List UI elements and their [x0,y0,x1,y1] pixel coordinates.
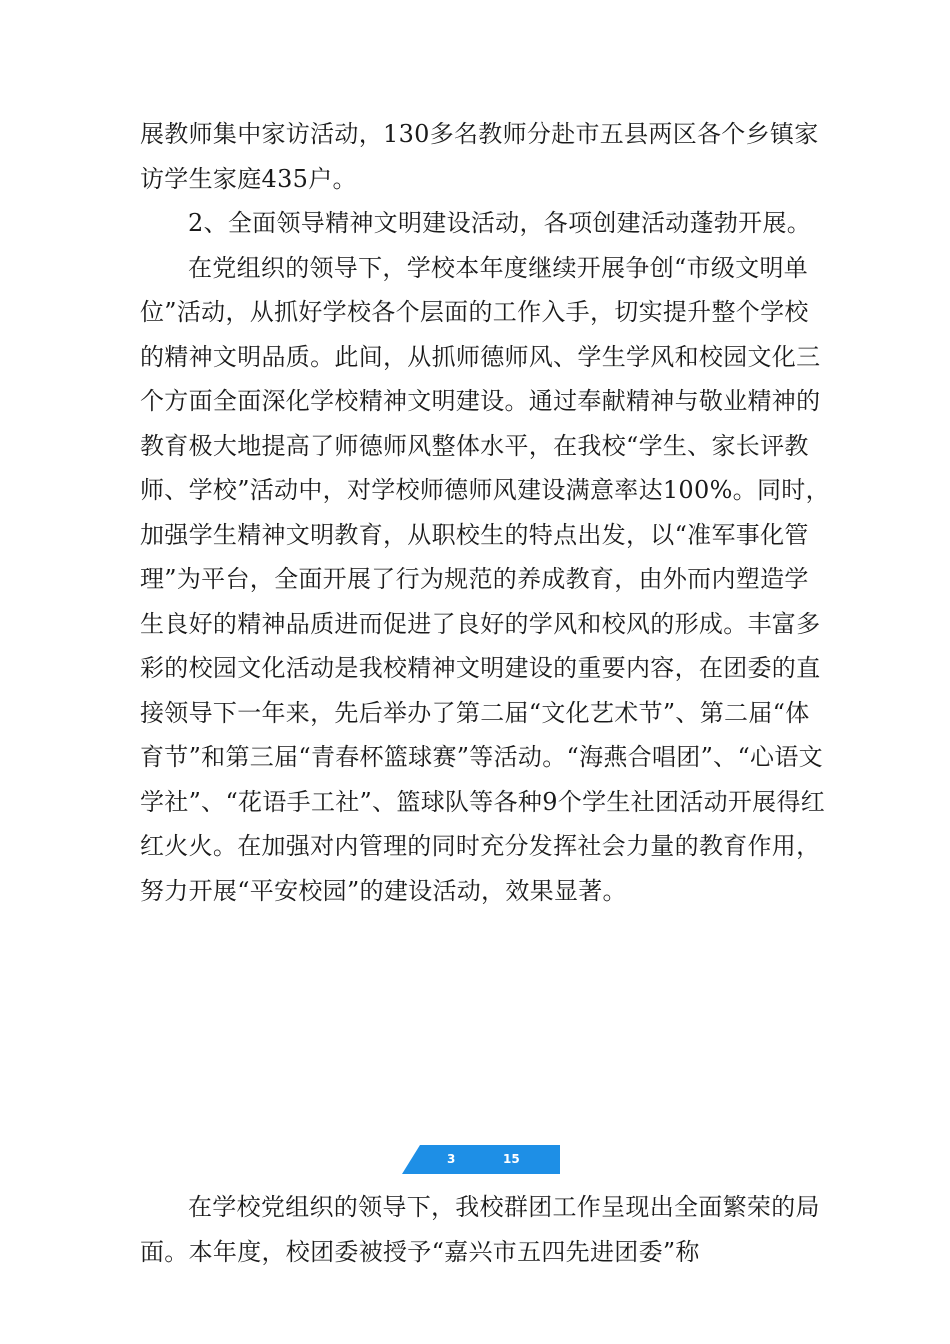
page-badge-shape [402,1145,560,1174]
page-number-badge [402,1145,560,1174]
paragraph-spiritual-civilization: 在党组织的领导下，学校本年度继续开展争创“市级文明单位”活动，从抓好学校各个层面的工作入手，切实提升整个学校的精神文明品质。此间，从抓师德师风、学生学风和校园文化三个方面全面深化学校精神文明建设。通过奉献精神与敬业精神的教育极大地提高了师德师风整体水平，在我校“学生、家长评教师、学校”活动中，对学校师德师风建设满意率达100%。同时，加强学生精神文明教育，从职校生的特点出发，以“准军事化管理”为平台，全面开展了行为规范的养成教育，由外而内塑造学生良好的精神品质进而促进了良好的学风和校风的形成。丰富多彩的校园文化活动是我校精神文明建设的重要内容，在团委的直接领导下一年来，先后举办了第二届“文化艺术节”、第二届“体育节”和第三届“青春杯篮球赛”等活动。“海燕合唱团”、“心语文学社”、“花语手工社”、篮球队等各种9个学生社团活动开展得红红火火。在加强对内管理的同时充分发挥社会力量的教育作用，努力开展“平安校园”的建设活动，效果显著。 [140,253,830,905]
body-text-bottom [140,1185,830,1274]
paragraph-heading-2: 2、全面领导精神文明建设活动，各项创建活动蓬勃开展。 [188,209,812,237]
paragraph-continuation: 展教师集中家访活动，130多名教师分赴市五县两区各个乡镇家访学生家庭435户。 [140,120,819,193]
current-page-number: 3 [447,1152,456,1166]
total-pages-number: 15 [503,1152,520,1166]
paragraph-group-work: 在学校党组织的领导下，我校群团工作呈现出全面繁荣的局面。本年度，校团委被授予“嘉兴市五四先进团委”称 [140,1193,820,1266]
body-text-top [140,112,830,913]
